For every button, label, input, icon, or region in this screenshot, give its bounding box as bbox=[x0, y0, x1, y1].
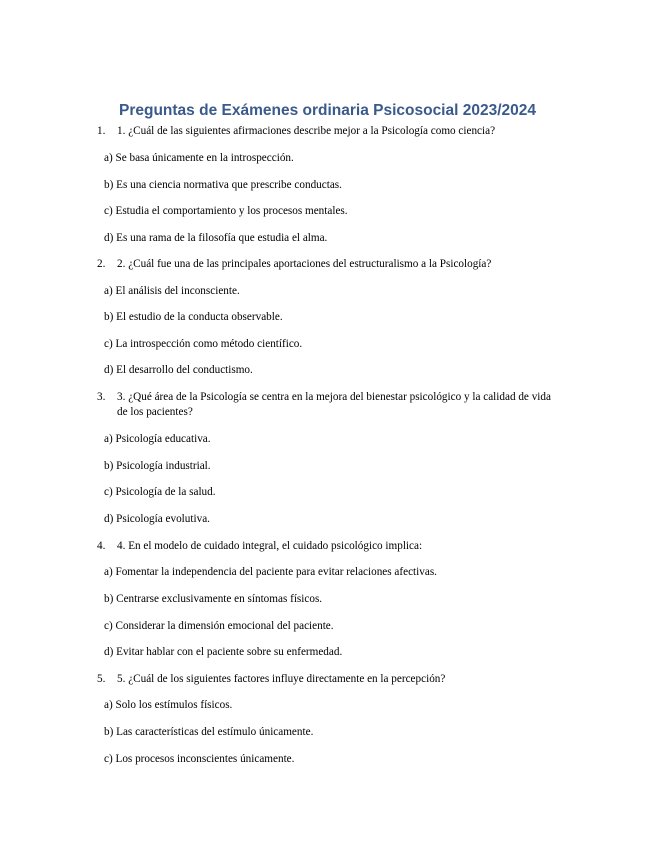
answer-option: d) Evitar hablar con el paciente sobre su enfermedad. bbox=[104, 646, 343, 658]
answer-option: b) Psicología industrial. bbox=[104, 460, 211, 472]
answer-option: b) Centrarse exclusivamente en síntomas físicos. bbox=[104, 593, 323, 605]
answer-option: a) Se basa únicamente en la introspección. bbox=[104, 152, 294, 164]
question-text: 3. ¿Qué área de la Psicología se centra en la mejora del bienestar psicológico y la calidad de vida de los pacientes? bbox=[117, 391, 551, 418]
question-text: 2. ¿Cuál fue una de las principales aportaciones del estructuralismo a la Psicología? bbox=[117, 258, 492, 270]
question-number: 3. bbox=[97, 391, 106, 403]
document-title: Preguntas de Exámenes ordinaria Psicosocial 2023/2024 bbox=[119, 102, 536, 119]
answer-option: c) Los procesos inconscientes únicamente. bbox=[104, 753, 295, 765]
answer-option: c) Estudia el comportamiento y los procesos mentales. bbox=[104, 205, 348, 217]
answer-option: c) Psicología de la salud. bbox=[104, 486, 216, 498]
answer-option: d) Es una rama de la filosofía que estudia el alma. bbox=[104, 232, 328, 244]
answer-option: c) Considerar la dimensión emocional del paciente. bbox=[104, 620, 334, 632]
answer-option: b) Las características del estímulo únicamente. bbox=[104, 726, 314, 738]
answer-option: a) Solo los estímulos físicos. bbox=[104, 699, 233, 711]
answer-option: a) El análisis del inconsciente. bbox=[104, 285, 240, 297]
question-number: 2. bbox=[97, 258, 106, 270]
answer-option: b) Es una ciencia normativa que prescribe conductas. bbox=[104, 179, 342, 191]
answer-option: b) El estudio de la conducta observable. bbox=[104, 311, 283, 323]
question-text: 5. ¿Cuál de los siguientes factores influye directamente en la percepción? bbox=[117, 673, 446, 685]
answer-option: a) Fomentar la independencia del paciente para evitar relaciones afectivas. bbox=[104, 566, 437, 578]
answer-option: c) La introspección como método científico. bbox=[104, 338, 303, 350]
answer-option: d) El desarrollo del conductismo. bbox=[104, 364, 253, 376]
question-number: 5. bbox=[97, 673, 106, 685]
question-text: 1. ¿Cuál de las siguientes afirmaciones describe mejor a la Psicología como ciencia? bbox=[117, 125, 496, 137]
question-text: 4. En el modelo de cuidado integral, el cuidado psicológico implica: bbox=[117, 540, 423, 552]
question-number: 1. bbox=[97, 125, 106, 137]
answer-option: a) Psicología educativa. bbox=[104, 433, 211, 445]
answer-option: d) Psicología evolutiva. bbox=[104, 513, 210, 525]
question-number: 4. bbox=[97, 540, 106, 552]
